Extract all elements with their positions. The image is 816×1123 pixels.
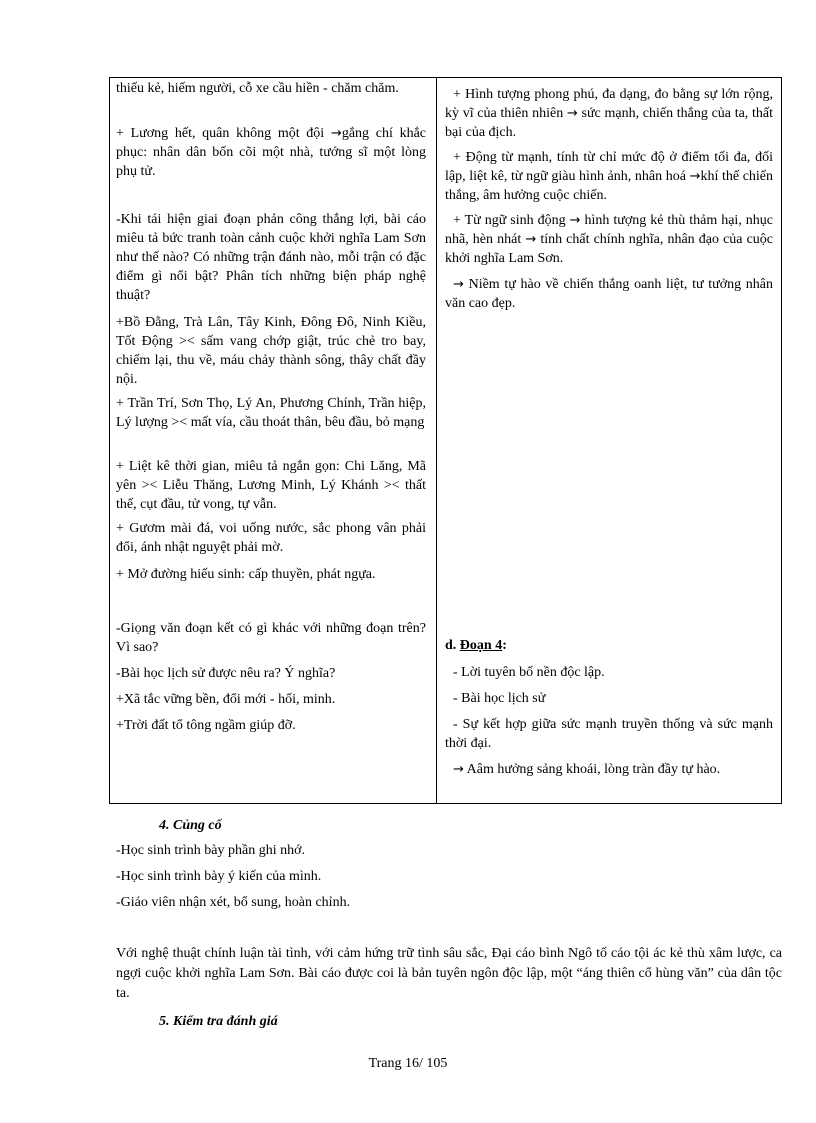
- arrow-icon: →: [453, 762, 464, 777]
- arrow-icon: →: [569, 213, 581, 228]
- section-5-title: 5. Kiểm tra đánh giá: [159, 1014, 278, 1029]
- heading-suffix: :: [502, 638, 507, 653]
- right-para: [445, 85, 773, 142]
- heading-prefix: d.: [445, 638, 457, 653]
- list-item: -Giáo viên nhận xét, bổ sung, hoàn chỉnh.: [116, 895, 351, 910]
- arrow-icon: →: [453, 277, 464, 292]
- right-text: + Động từ mạnh, tính từ chỉ mức độ ở điểm tối đa, đối lập, liệt kê, từ ngữ giàu hình ảnh, nhân hoá: [445, 150, 773, 184]
- left-para: +Xã tắc vững bền, đổi mới - hối, minh.: [116, 692, 336, 707]
- right-list-item: - Bài học lịch sử: [453, 691, 546, 706]
- section-heading: [445, 636, 773, 655]
- section-4-title: 4. Củng cố: [159, 818, 222, 833]
- left-para: +Bồ Đằng, Trà Lân, Tây Kinh, Đông Đô, Ninh Kiều, Tốt Động >< sấm vang chớp giật, trúc chẻ tro bay, chiếm lại, thu về, máu chảy thành sông, thây chất đầy nội.: [116, 315, 426, 387]
- right-text: Aâm hưởng sảng khoái, lòng tràn đầy tự hào.: [466, 762, 721, 777]
- arrow-icon: →: [330, 126, 342, 141]
- right-text: + Từ ngữ sinh động: [453, 213, 566, 228]
- left-text: + Lương hết, quân không một đội: [116, 126, 325, 141]
- arrow-icon: →: [689, 169, 701, 184]
- arrow-icon: →: [525, 232, 537, 247]
- left-para: [116, 124, 426, 181]
- left-para: + Gươm mài đá, voi uống nước, sắc phong vân phải đổi, ánh nhật nguyệt phải mờ.: [116, 521, 426, 555]
- right-list-item: - Lời tuyên bố nền độc lập.: [453, 665, 605, 680]
- left-question: -Khi tái hiện giai đoạn phản công thắng lợi, bài cáo miêu tả bức tranh toàn cảnh cuộc khởi nghĩa Lam Sơn như thế nào? Có những trận đánh nào, mỗi trận có đặc điểm gì nổi bật? Phân tích những biện pháp nghệ thuật?: [116, 212, 426, 303]
- page-number: Trang 16/ 105: [368, 1056, 448, 1071]
- left-para: + Trần Trí, Sơn Thọ, Lý An, Phương Chính, Trần hiệp, Lý lượng >< mất vía, cầu thoát thân, bêu đầu, bỏ mạng: [116, 396, 426, 430]
- right-para: [445, 760, 773, 779]
- list-item: -Học sinh trình bày ý kiến của mình.: [116, 869, 322, 884]
- left-para: thiếu kẻ, hiếm người, cỗ xe cầu hiền - chăm chăm.: [116, 81, 399, 96]
- summary-paragraph: Với nghệ thuật chính luận tài tình, với cảm hứng trữ tình sâu sắc, Đại cáo bình Ngô tố cáo tội ác kẻ thù xâm lược, ca ngợi cuộc khởi nghĩa Lam Sơn. Bài cáo được coi là bản tuyên ngôn độc lập, một “áng thiên cổ hùng văn” của dân tộc ta.: [116, 946, 782, 1001]
- arrow-icon: →: [566, 106, 578, 121]
- right-text: + Hình tượng phong phú, đa dạng, đo bằng sự lớn rộng, kỳ vĩ của thiên nhiên: [445, 87, 773, 121]
- right-text: sức mạnh, chiến thắng của ta, thất bại của địch.: [445, 106, 773, 140]
- left-para: + Mở đường hiếu sinh: cấp thuyền, phát ngựa.: [116, 567, 376, 582]
- right-text: hình tượng kẻ thù thảm hại, nhục nhã, hèn nhát: [445, 213, 774, 247]
- right-para: [445, 211, 773, 268]
- column-divider: [436, 77, 437, 804]
- list-item: -Học sinh trình bày phần ghi nhớ.: [116, 843, 305, 858]
- left-question: -Giọng văn đoạn kết có gì khác với những đoạn trên? Vì sao?: [116, 621, 426, 655]
- right-text: Niềm tự hào về chiến thắng oanh liệt, tư tưởng nhân văn cao đẹp.: [445, 277, 773, 311]
- right-list-item: - Sự kết hợp giữa sức mạnh truyền thống và sức mạnh thời đại.: [445, 717, 773, 751]
- left-para: + Liệt kê thời gian, miêu tả ngắn gọn: Chi Lăng, Mã yên >< Liễu Thăng, Lương Minh, Lý Khánh >< thất thế, cụt đầu, tử vong, tự vẫn.: [116, 459, 426, 512]
- right-para: [445, 148, 773, 205]
- right-text: khí thế chiến thắng, âm hưởng cuộc chiến.: [445, 169, 774, 203]
- heading-title: Đoạn 4: [459, 638, 503, 653]
- left-text: gắng chí khắc phục: nhân dân bốn cõi một nhà, tướng sĩ một lòng phụ tử.: [116, 126, 426, 179]
- left-para: +Trời đất tổ tông ngầm giúp đỡ.: [116, 718, 296, 733]
- right-para: [445, 275, 773, 313]
- left-question: -Bài học lịch sử được nêu ra? Ý nghĩa?: [116, 666, 336, 681]
- right-text: tính chất chính nghĩa, nhân đạo của cuộc khởi nghĩa Lam Sơn.: [445, 232, 774, 266]
